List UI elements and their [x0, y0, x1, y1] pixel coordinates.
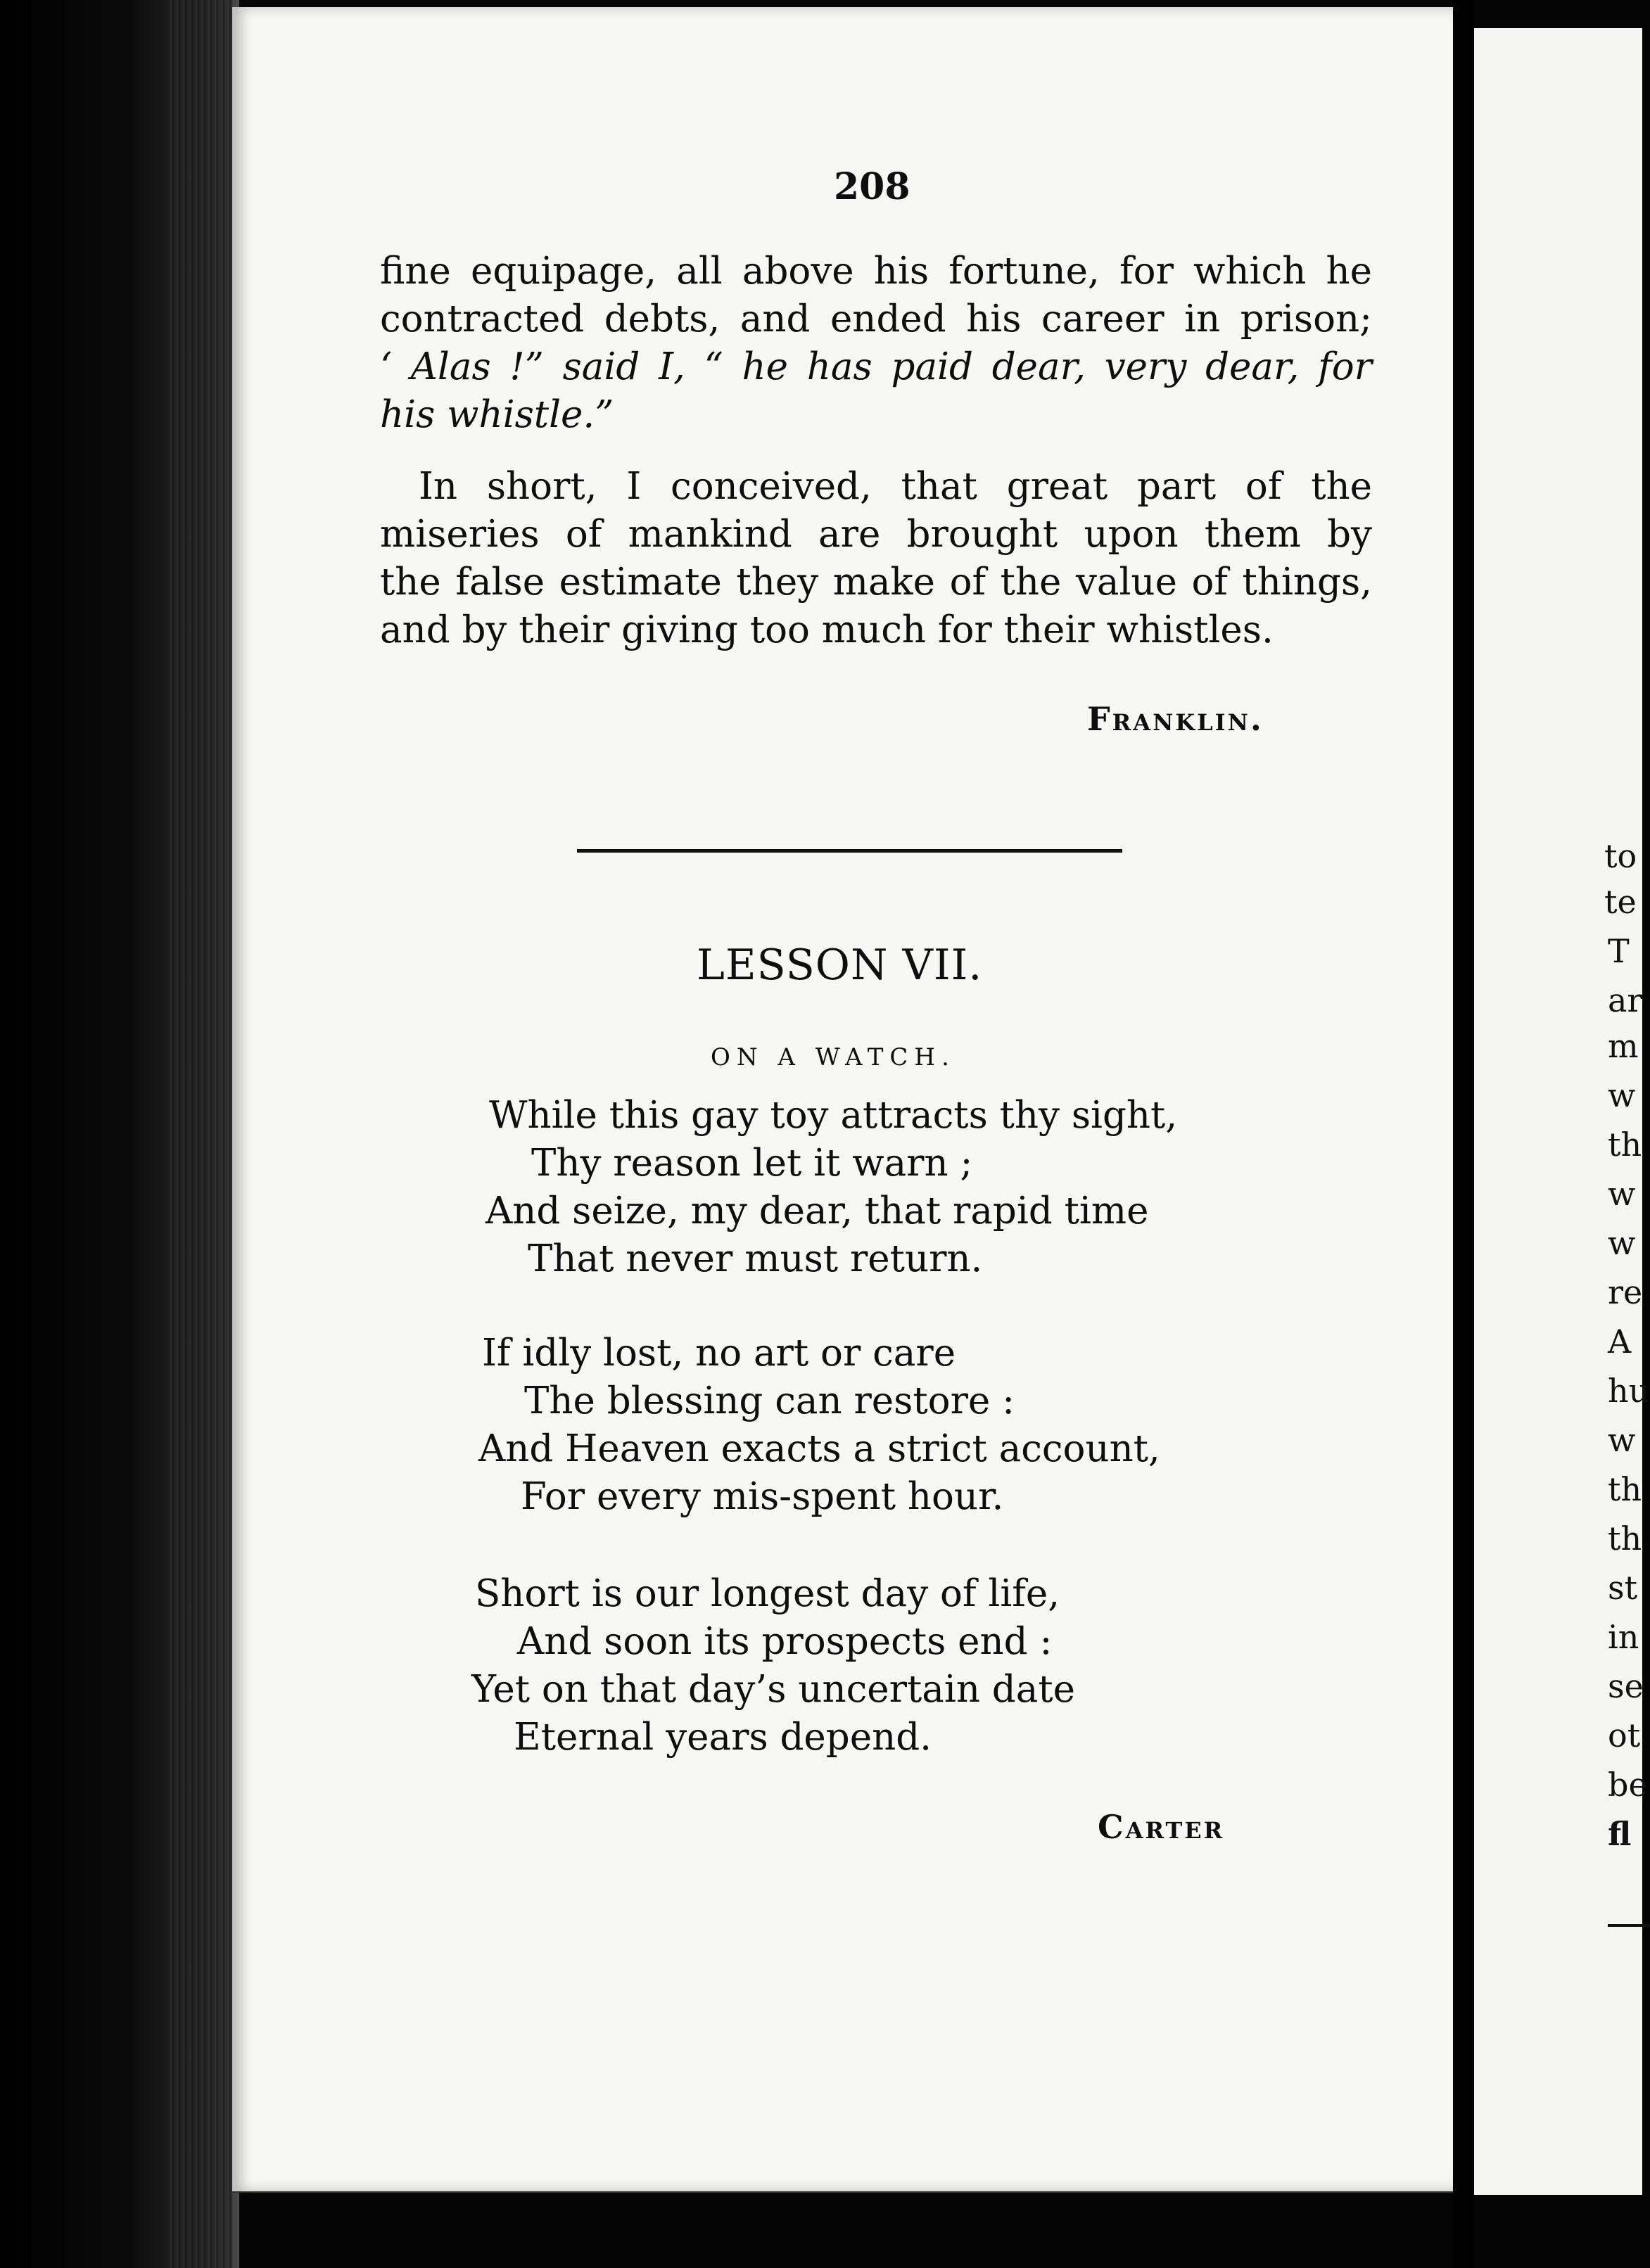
paragraph-2-line-1: In short, I conceived, that great part of the [419, 465, 1372, 508]
stanza-2-line-2: The blessing can restore : [524, 1380, 1015, 1422]
next-page-fragment: hu [1608, 1372, 1650, 1410]
paragraph-2-line-3: the false estimate they make of the value of things, [380, 561, 1372, 604]
binding-edge [169, 0, 232, 2268]
next-page-fragment: w [1608, 1175, 1636, 1213]
stanza-1-line-1: While this gay toy attracts thy sight, [489, 1094, 1178, 1137]
stanza-3-line-4: Eternal years depend. [514, 1716, 932, 1759]
next-page-fragment: th [1608, 1470, 1642, 1508]
next-page-fragment: w [1608, 1421, 1636, 1459]
stanza-2-line-1: If idly lost, no art or care [482, 1332, 956, 1375]
paragraph-2-line-4: and by their giving too much for their whistles. [380, 609, 1274, 651]
next-page-fragment: th [1608, 1126, 1642, 1164]
lesson-subtitle: ON A WATCH. [711, 1043, 956, 1071]
next-page-fragment: te [1604, 883, 1637, 921]
stanza-1-line-4: That never must return. [528, 1237, 983, 1280]
paragraph-1-line-4: his whistle.” [380, 393, 614, 436]
next-page-fragment: A [1608, 1323, 1632, 1361]
next-page-fragment: w [1608, 1224, 1636, 1262]
stanza-3-line-3: Yet on that day’s uncertain date [471, 1668, 1075, 1711]
stanza-2-line-4: For every mis-spent hour. [521, 1475, 1004, 1518]
next-page-fragment: to [1604, 837, 1637, 875]
paragraph-1-line-3: ‘ Alas !” said I, “ he has paid dear, very dear, for [380, 345, 1372, 388]
next-page-fragment: se [1608, 1667, 1644, 1705]
page-number: 208 [834, 165, 910, 208]
next-page-fragment: ot [1608, 1716, 1641, 1754]
carter-signature: Carter [1098, 1808, 1225, 1846]
stanza-1-line-2: Thy reason let it warn ; [531, 1142, 973, 1185]
next-page-fragment: in [1608, 1618, 1639, 1656]
paragraph-2-line-2: miseries of mankind are brought upon them by [380, 513, 1372, 556]
section-divider [577, 849, 1122, 853]
stanza-1-line-3: And seize, my dear, that rapid time [486, 1190, 1149, 1232]
stanza-3-line-1: Short is our longest day of life, [475, 1572, 1060, 1615]
next-page-rule [1608, 1924, 1650, 1927]
franklin-signature: Franklin. [1087, 700, 1264, 738]
next-page-fragment: re [1608, 1273, 1643, 1311]
stanza-3-line-2: And soon its prospects end : [517, 1620, 1053, 1663]
next-page-fragment: w [1608, 1076, 1636, 1114]
paragraph-1-line-1: fine equipage, all above his fortune, for which he [380, 250, 1372, 293]
next-page-fragment: fl [1608, 1815, 1632, 1853]
next-page-fragment: T [1608, 932, 1630, 970]
stanza-2-line-3: And Heaven exacts a strict account, [478, 1427, 1160, 1470]
paragraph-1-line-2: contracted debts, and ended his career in prison; [380, 298, 1372, 340]
next-page-fragment: st [1608, 1569, 1638, 1607]
next-page-fragment: ar [1608, 981, 1643, 1019]
next-page-fragment: be [1608, 1766, 1648, 1804]
page-gutter [1453, 0, 1474, 2268]
next-page-fragment: th [1608, 1520, 1642, 1557]
next-page-fragment: m [1608, 1027, 1639, 1065]
lesson-title: LESSON VII. [697, 941, 983, 990]
next-page-edge [1474, 28, 1650, 2195]
book-page [232, 7, 1453, 2193]
